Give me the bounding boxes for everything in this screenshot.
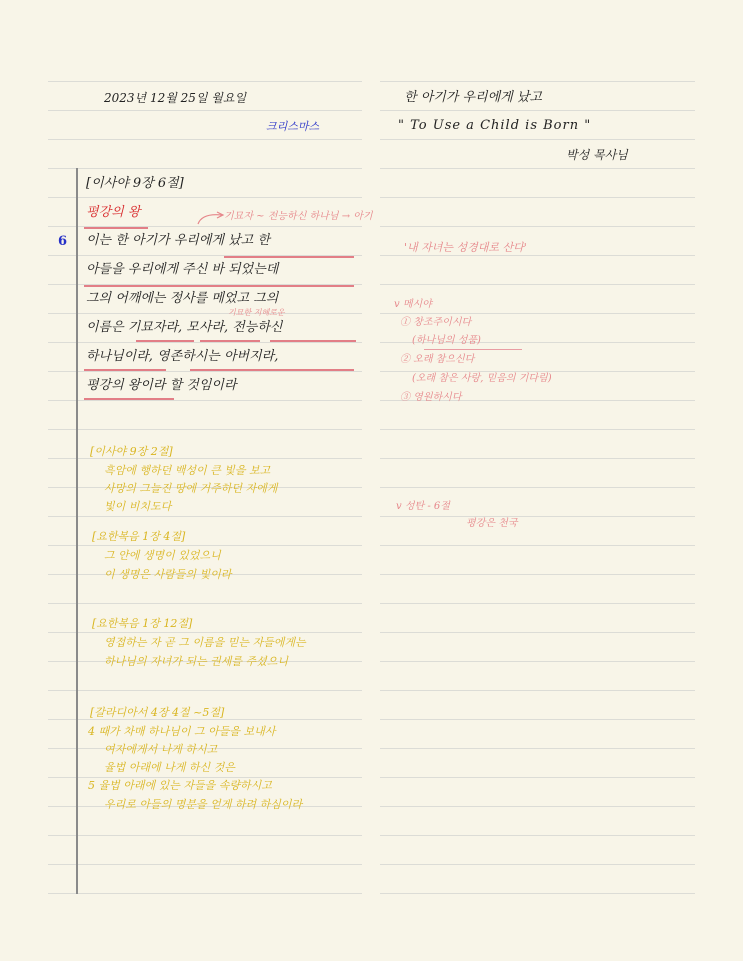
margin-note-top: 기묘자 ~ 전능하신 하나님 → 아기 (224, 211, 373, 222)
gold-note-ref: [이사야 9장 2절] (90, 445, 173, 458)
underline (84, 285, 354, 287)
ruled-line (48, 545, 362, 546)
preacher-text: 박성 목사님 (566, 148, 628, 162)
gold-note-line: 여자에게서 나게 하시고 (104, 743, 218, 756)
ruled-line (380, 806, 695, 807)
ruled-line (48, 313, 362, 314)
underline (84, 369, 166, 371)
scripture-heading: 평강의 왕 (86, 205, 141, 220)
ruled-line (48, 516, 362, 517)
ruled-line (48, 81, 362, 82)
underline (424, 349, 522, 350)
gold-note-line: 영접하는 자 곧 그 이름을 믿는 자들에게는 (104, 636, 306, 649)
list-item: ③ 영원하시다 (400, 392, 462, 403)
ruled-line (380, 661, 695, 662)
underline (200, 340, 260, 342)
ruled-line (48, 371, 362, 372)
ruled-line (48, 342, 362, 343)
list-item: (오래 참은 사랑, 믿음의 기다림) (412, 373, 552, 384)
ruled-line (380, 139, 695, 140)
scripture-line: 평강의 왕이라 할 것임이라 (86, 378, 237, 393)
ruled-line (380, 516, 695, 517)
ruled-line (380, 371, 695, 372)
list-title: v 메시야 (394, 299, 432, 310)
ruled-line (380, 690, 695, 691)
ruled-line (380, 632, 695, 633)
scripture-line: 하나님이라, 영존하시는 아버지라, (86, 349, 279, 364)
quote-note: '내 자녀는 성경대로 산다' (404, 241, 527, 254)
ruled-line (380, 603, 695, 604)
ruled-line (48, 429, 362, 430)
ruled-line (48, 168, 362, 169)
date-text: 2023년 12월 25일 월요일 (104, 91, 247, 105)
gold-note-line: 5 율법 아래에 있는 자들을 속량하시고 (88, 779, 272, 792)
gold-note-line: 하나님의 자녀가 되는 권세를 주셨으니 (104, 655, 289, 668)
ruled-line (48, 777, 362, 778)
gold-note-line: 우리로 아들의 명분을 얻게 하려 하심이라 (104, 798, 303, 811)
ruled-line (48, 835, 362, 836)
ruled-line (48, 864, 362, 865)
gold-note-line: 이 생명은 사람들의 빛이라 (104, 568, 232, 581)
ruled-line (48, 893, 362, 894)
ruled-line (48, 139, 362, 140)
ruled-line (380, 835, 695, 836)
ruled-line (48, 632, 362, 633)
gold-note-line: 그 안에 생명이 있었으니 (104, 549, 221, 562)
ruled-line (380, 226, 695, 227)
occasion-text: 크리스마스 (266, 120, 320, 133)
scripture-reference: [이사야 9장 6절] (86, 176, 184, 191)
ruled-line (380, 719, 695, 720)
underline (84, 398, 174, 400)
ruled-line (380, 574, 695, 575)
gold-note-line: 흑암에 행하던 백성이 큰 빛을 보고 (104, 464, 271, 477)
list-item: ① 창조주이시다 (400, 317, 472, 328)
ruled-line (380, 545, 695, 546)
ruled-line (380, 429, 695, 430)
ruled-line (380, 168, 695, 169)
sermon-title: 한 아기가 우리에게 났고 (404, 90, 542, 105)
verse-number: 6 (58, 234, 68, 249)
ruled-line (48, 458, 362, 459)
ruled-line (48, 690, 362, 691)
gold-note-ref: [요한복음 1장 12절] (92, 617, 193, 630)
ruled-line (380, 81, 695, 82)
gold-note-line: 사망의 그늘진 땅에 거주하던 자에게 (104, 482, 278, 495)
gold-note-ref: [갈라디아서 4장 4절 ~5절] (90, 706, 225, 719)
scripture-line: 그의 어깨에는 정사를 메었고 그의 (86, 291, 279, 306)
margin-note-mid: 기묘한 지혜로운 (228, 308, 285, 317)
footnote: 평강은 천국 (466, 518, 518, 529)
underline (224, 256, 354, 258)
gold-note-line: 빛이 비치도다 (104, 500, 172, 513)
ruled-line (380, 284, 695, 285)
list-item: ② 오래 참으신다 (400, 354, 475, 365)
ruled-line (380, 893, 695, 894)
underline (136, 340, 194, 342)
ruled-line (48, 110, 362, 111)
list-item: (하나님의 성품) (412, 335, 481, 346)
underline (270, 340, 356, 342)
scripture-line: 이는 한 아기가 우리에게 났고 한 (86, 233, 270, 248)
underline (190, 369, 354, 371)
ruled-line (48, 603, 362, 604)
ruled-line (380, 748, 695, 749)
ruled-line (380, 313, 695, 314)
english-title: " To Use a Child is Born " (398, 118, 592, 133)
underline (84, 227, 148, 229)
ruled-line (380, 255, 695, 256)
ruled-line (380, 458, 695, 459)
ruled-line (48, 719, 362, 720)
scripture-line: 아들을 우리에게 주신 바 되었는데 (86, 262, 279, 277)
ruled-line (48, 400, 362, 401)
gold-note-ref: [요한복음 1장 4절] (92, 530, 186, 543)
ruled-line (380, 110, 695, 111)
ruled-line (380, 487, 695, 488)
footnote: v 성탄 - 6절 (396, 501, 450, 512)
ruled-line (48, 197, 362, 198)
curved-arrow-icon (196, 210, 226, 226)
gold-note-line: 4 때가 차매 하나님이 그 아들을 보내사 (88, 725, 276, 738)
ruled-line (380, 197, 695, 198)
ruled-line (380, 777, 695, 778)
margin-line (76, 168, 78, 894)
scripture-line: 이름은 기묘자라, 모사라, 전능하신 (86, 320, 283, 335)
ruled-line (380, 864, 695, 865)
gold-note-line: 율법 아래에 나게 하신 것은 (104, 761, 235, 774)
